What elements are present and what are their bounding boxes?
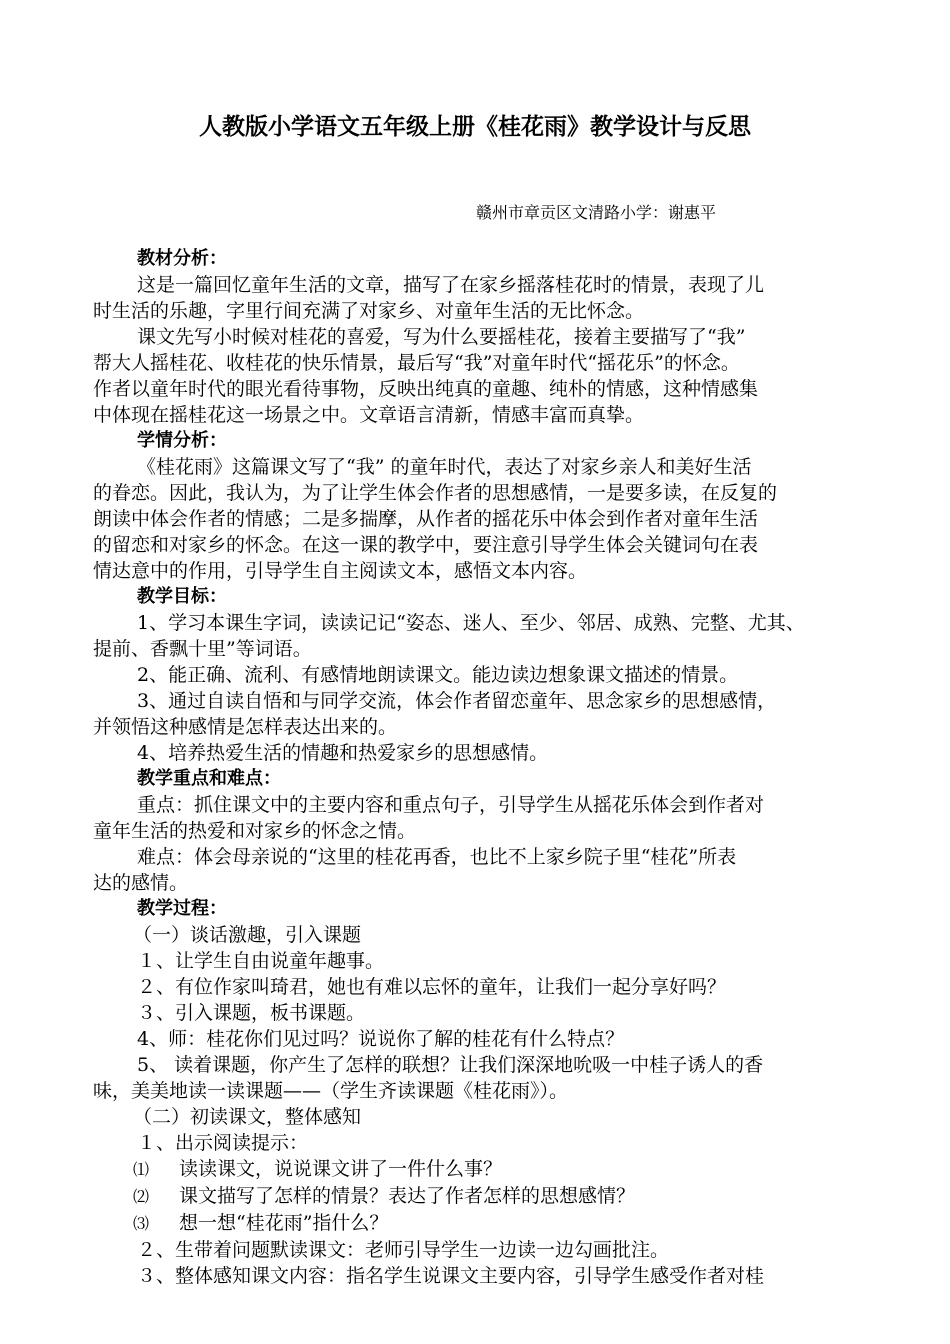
text-line: 3、通过自读自悟和与同学交流，体会作者留恋童年、思念家乡的思想感情， xyxy=(137,690,777,712)
text-line: （一）谈话激趣，引入课题 xyxy=(133,924,362,946)
text-line: 作者以童年时代的眼光看待事物，反映出纯真的童趣、纯朴的情感，这种情感集 xyxy=(93,378,759,400)
list-item xyxy=(93,1183,863,1210)
text-line: 达的感情。 xyxy=(93,872,189,894)
text-line: 难点：体会母亲说的“这里的桂花再香，也比不上家乡院子里“桂花”所表 xyxy=(137,846,737,868)
text-line: 这是一篇回忆童年生活的文章，描写了在家乡摇落桂花时的情景，表现了儿 xyxy=(137,274,765,296)
text-line: 帮大人摇桂花、收桂花的快乐情景，最后写“我”对童年时代“摇花乐”的怀念。 xyxy=(93,352,740,374)
text-line: ３、整体感知课文内容：指名学生说课文主要内容，引导学生感受作者对桂 xyxy=(137,1265,765,1287)
text-line: 提前、香飘十里”等词语。 xyxy=(93,638,312,660)
list-text: 课文描写了怎样的情景？表达了作者怎样的思想感情？ xyxy=(179,1185,636,1207)
section-heading-analysis: 教材分析： xyxy=(137,248,227,269)
section-heading-goals: 教学目标： xyxy=(137,586,227,607)
document-body xyxy=(93,246,863,1289)
text-line: 《桂花雨》这篇课文写了“我” 的童年时代，表达了对家乡亲人和美好生活 xyxy=(137,456,752,478)
text-line: ２、有位作家叫琦君，她也有难以忘怀的童年，让我们一起分享好吗？ xyxy=(137,976,727,998)
list-text: 想一想“桂花雨”指什么？ xyxy=(179,1212,389,1234)
text-line: 5、 读着课题，你产生了怎样的联想？让我们深深地吮吸一中桂子诱人的香 xyxy=(137,1054,764,1076)
text-line: 童年生活的热爱和对家乡的怀念之情。 xyxy=(93,820,417,842)
text-line: ３、引入课题，板书课题。 xyxy=(137,1002,366,1024)
document-title: 人教版小学语文五年级上册《桂花雨》教学设计与反思 xyxy=(199,114,751,140)
text-line: 课文先写小时候对桂花的喜爱，写为什么要摇桂花，接着主要描写了“我” xyxy=(137,326,746,348)
section-heading-process: 教学过程： xyxy=(137,898,227,919)
text-line: 1、学习本课生字词，读读记记“姿态、迷人、至少、邻居、成熟、完整、尤其、 xyxy=(137,612,805,634)
text-line: 2、能正确、流利、有感情地朗读课文。能边读边想象课文描述的情景。 xyxy=(137,664,739,686)
list-text: 读读课文，说说课文讲了一件什么事？ xyxy=(179,1158,503,1180)
text-line: （二）初读课文，整体感知 xyxy=(133,1106,362,1128)
list-item xyxy=(93,1210,863,1237)
text-line: １、让学生自由说童年趣事。 xyxy=(137,950,385,972)
text-line: 味，美美地读一读课题——（学生齐读课题《桂花雨》）。 xyxy=(93,1080,569,1102)
text-line: 朗读中体会作者的情感；二是多揣摩，从作者的摇花乐中体会到作者对童年生活 xyxy=(93,508,759,530)
text-line: 情达意中的作用，引导学生自主阅读文本，感悟文本内容。 xyxy=(93,560,588,582)
text-line: 的眷恋。因此，我认为，为了让学生体会作者的思想感情，一是要多读，在反复的 xyxy=(93,482,778,504)
section-heading-student: 学情分析： xyxy=(137,430,227,451)
text-line: ２、生带着问题默读课文：老师引导学生一边读一边勾画批注。 xyxy=(137,1239,670,1261)
text-line: 中体现在摇桂花这一场景之中。文章语言清新，情感丰富而真挚。 xyxy=(93,404,645,426)
list-item xyxy=(93,1156,863,1183)
text-line: 4、师：桂花你们见过吗？说说你了解的桂花有什么特点？ xyxy=(137,1028,625,1050)
list-number: ⑵ xyxy=(133,1187,150,1206)
list-number: ⑴ xyxy=(133,1160,150,1179)
list-number: ⑶ xyxy=(133,1214,150,1233)
text-line: １、出示阅读提示： xyxy=(137,1132,309,1154)
author-line: 赣州市章贡区文清路小学：谢惠平 xyxy=(476,203,717,222)
text-line: 的留恋和对家乡的怀念。在这一课的教学中，要注意引导学生体会关键词句在表 xyxy=(93,534,759,556)
text-line: 时生活的乐趣，字里行间充满了对家乡、对童年生活的无比怀念。 xyxy=(93,300,645,322)
text-line: 4、培养热爱生活的情趣和热爱家乡的思想感情。 xyxy=(137,742,549,764)
text-line: 并领悟这种感情是怎样表达出来的。 xyxy=(93,716,398,738)
text-line: 重点：抓住课文中的主要内容和重点句子，引导学生从摇花乐体会到作者对 xyxy=(137,794,765,816)
section-heading-key-points: 教学重点和难点： xyxy=(137,768,281,789)
